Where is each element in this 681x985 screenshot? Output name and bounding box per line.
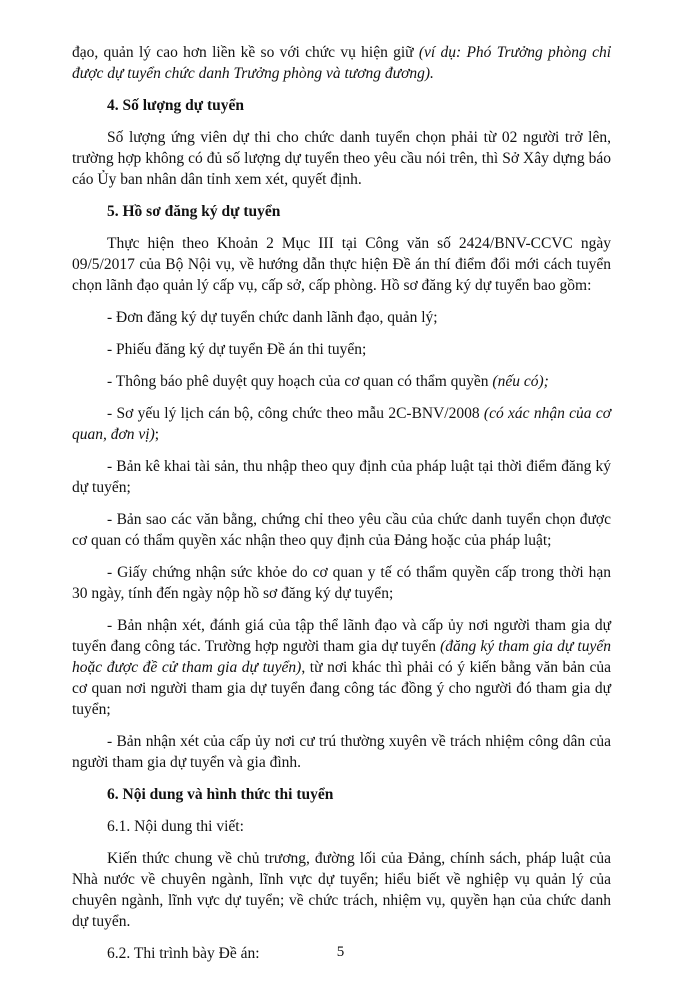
list-item-registration-form: - Phiếu đăng ký dự tuyển Đề án thi tuyển;: [107, 341, 367, 358]
list-item-text: - Sơ yếu lý lịch cán bộ, công chức theo mẫu 2C-BNV/2008: [107, 405, 484, 422]
document-page: [72, 42, 611, 975]
subsection-6-1-heading: 6.1. Nội dung thi viết:: [107, 818, 244, 835]
page-number: 5: [336, 944, 345, 960]
list-item-planning-notice: [72, 371, 611, 392]
intro-paragraph: [72, 42, 611, 84]
list-item-italic-note: (có xác nhận của cơ quan, đơn vị): [72, 405, 611, 443]
list-item-health-certificate: - Giấy chứng nhận sức khỏe do cơ quan y tế có thẩm quyền cấp trong thời hạn 30 ngày, tính đến ngày nộp hồ sơ đăng ký dự tuyển;: [72, 564, 611, 602]
list-item-text-continued: , từ nơi khác thì phải có ý kiến bằng văn bản của cơ quan nơi người tham gia dự tuyển đang công tác đồng ý cho người đó tham gia dự tuyển;: [72, 659, 612, 718]
section-5-intro: Thực hiện theo Khoản 2 Mục III tại Công văn số 2424/BNV-CCVC ngày 09/5/2017 của Bộ Nội vụ, về hướng dẫn thực hiện Đề án thí điểm đổi mới cách tuyển chọn lãnh đạo quản lý cấp vụ, cấp sở, cấp phòng. Hồ sơ đăng ký dự tuyển bao gồm:: [72, 235, 611, 294]
subsection-6-2-heading: 6.2. Thi trình bày Đề án:: [107, 945, 260, 962]
list-item-italic-note: (nếu có);: [492, 373, 549, 390]
subsection-6-1-paragraph: Kiến thức chung về chủ trương, đường lối của Đảng, chính sách, pháp luật của Nhà nước về chuyên ngành, lĩnh vực dự tuyển; hiểu biết về nghiệp vụ quản lý của chuyên ngành, lĩnh vực dự tuyển; về chức trách, nhiệm vụ, quyền hạn của chức danh dự tuyển.: [72, 850, 611, 930]
list-item-residence-review: - Bản nhận xét của cấp ủy nơi cư trú thường xuyên về trách nhiệm công dân của người tham gia dự tuyển và gia đình.: [72, 733, 611, 771]
list-item-diplomas: - Bản sao các văn bằng, chứng chỉ theo yêu cầu của chức danh tuyển chọn được cơ quan có thẩm quyền xác nhận theo quy định của Đảng hoặc của pháp luật;: [72, 511, 611, 549]
section-6-heading: 6. Nội dung và hình thức thi tuyển: [107, 786, 334, 803]
intro-italic-note: (ví dụ: Phó Trưởng phòng chỉ được dự tuyển chức danh Trưởng phòng và tương đương).: [72, 44, 612, 82]
list-item-italic-note: (đăng ký tham gia dự tuyển hoặc được đề cử tham gia dự tuyển): [72, 638, 611, 676]
list-item-asset-declaration: - Bản kê khai tài sản, thu nhập theo quy định của pháp luật tại thời điểm đăng ký dự tuyển;: [72, 458, 611, 496]
section-5-heading: 5. Hồ sơ đăng ký dự tuyển: [107, 203, 281, 220]
list-item-text: - Thông báo phê duyệt quy hoạch của cơ quan có thẩm quyền: [107, 373, 493, 390]
list-item-cv: [72, 403, 611, 445]
list-item-leadership-review: [72, 615, 611, 720]
section-4-paragraph: Số lượng ứng viên dự thi cho chức danh tuyển chọn phải từ 02 người trở lên, trường hợp không có đủ số lượng dự tuyển theo yêu cầu nói trên, thì Sở Xây dựng báo cáo Ủy ban nhân dân tỉnh xem xét, quyết định.: [72, 129, 611, 188]
section-4-heading: 4. Số lượng dự tuyển: [107, 97, 245, 114]
list-item-punctuation: ;: [154, 426, 160, 443]
list-item-text: - Bản nhận xét, đánh giá của tập thể lãnh đạo và cấp ủy nơi người tham gia dự tuyển đang công tác. Trường hợp người tham gia dự tuyển: [72, 617, 611, 655]
intro-text: đạo, quản lý cao hơn liền kề so với chức vụ hiện giữ: [72, 44, 419, 61]
list-item-application-form: - Đơn đăng ký dự tuyển chức danh lãnh đạo, quản lý;: [107, 309, 438, 326]
